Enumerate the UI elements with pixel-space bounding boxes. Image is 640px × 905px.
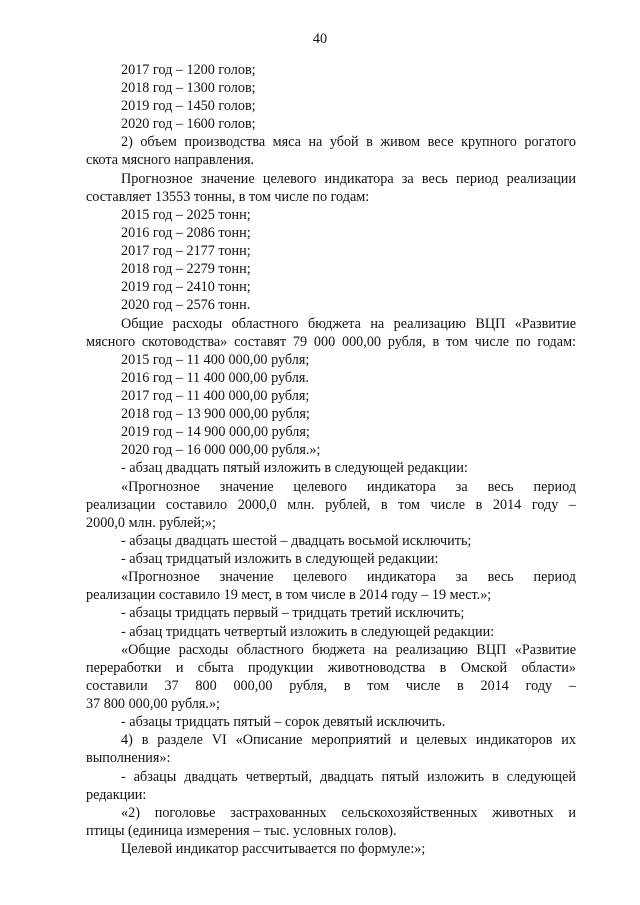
text-line: мясного скотоводства» составят 79 000 000,00 рубля, в том числе по годам: bbox=[86, 334, 576, 350]
text-line: «2) поголовье застрахованных сельскохозяйственных животных и bbox=[121, 805, 576, 821]
text-line: составляет 13553 тонны, в том числе по годам: bbox=[86, 189, 370, 205]
text-line: - абзац тридцатый изложить в следующей редакции: bbox=[121, 551, 439, 567]
text-line: 2015 год – 11 400 000,00 рубля; bbox=[121, 352, 310, 368]
text-line: Целевой индикатор рассчитывается по формуле:»; bbox=[121, 841, 426, 857]
text-line: 37 800 000,00 рубля.»; bbox=[86, 696, 220, 712]
text-line: 2) объем производства мяса на убой в живом весе крупного рогатого bbox=[121, 134, 576, 150]
text-line: - абзацы двадцать четвертый, двадцать пятый изложить в следующей bbox=[121, 769, 576, 785]
text-line: - абзацы тридцать первый – тридцать третий исключить; bbox=[121, 605, 465, 621]
text-line: редакции: bbox=[86, 787, 147, 803]
text-line: 2017 год – 11 400 000,00 рубля; bbox=[121, 388, 310, 404]
text-line: 2019 год – 14 900 000,00 рубля; bbox=[121, 424, 310, 440]
text-line: - абзацы тридцать пятый – сорок девятый исключить. bbox=[121, 714, 446, 730]
text-line: Прогнозное значение целевого индикатора за весь период реализации bbox=[121, 171, 576, 187]
text-line: 2017 год – 2177 тонн; bbox=[121, 243, 251, 259]
text-line: переработки и сбыта продукции животноводства в Омской области» bbox=[86, 660, 576, 676]
text-line: - абзацы двадцать шестой – двадцать восьмой исключить; bbox=[121, 533, 472, 549]
text-line: 2018 год – 13 900 000,00 рубля; bbox=[121, 406, 310, 422]
text-line: 2015 год – 2025 тонн; bbox=[121, 207, 251, 223]
text-line: 2019 год – 2410 тонн; bbox=[121, 279, 251, 295]
text-line: 2000,0 млн. рублей;»; bbox=[86, 515, 216, 531]
text-line: Общие расходы областного бюджета на реализацию ВЦП «Развитие bbox=[121, 316, 576, 332]
text-line: реализации составило 2000,0 млн. рублей, в том числе в 2014 году – bbox=[86, 497, 576, 513]
text-line: - абзац двадцать пятый изложить в следующей редакции: bbox=[121, 460, 468, 476]
text-line: 2020 год – 16 000 000,00 рубля.»; bbox=[121, 442, 321, 458]
text-line: 2019 год – 1450 голов; bbox=[121, 98, 256, 114]
text-line: - абзац тридцать четвертый изложить в следующей редакции: bbox=[121, 624, 495, 640]
text-line: «Прогнозное значение целевого индикатора за весь период bbox=[121, 569, 576, 585]
text-line: 2018 год – 2279 тонн; bbox=[121, 261, 251, 277]
text-line: составили 37 800 000,00 рубля, в том числе в 2014 году – bbox=[86, 678, 576, 694]
text-line: 2017 год – 1200 голов; bbox=[121, 62, 256, 78]
text-line: «Прогнозное значение целевого индикатора за весь период bbox=[121, 479, 576, 495]
text-line: птицы (единица измерения – тыс. условных голов). bbox=[86, 823, 397, 839]
text-line: «Общие расходы областного бюджета на реализацию ВЦП «Развитие bbox=[121, 642, 576, 658]
text-line: 2018 год – 1300 голов; bbox=[121, 80, 256, 96]
page-number: 40 bbox=[312, 31, 328, 47]
text-line: 2016 год – 11 400 000,00 рубля. bbox=[121, 370, 309, 386]
text-line: 2016 год – 2086 тонн; bbox=[121, 225, 251, 241]
text-line: скота мясного направления. bbox=[86, 152, 255, 168]
text-line: реализации составило 19 мест, в том числе в 2014 году – 19 мест.»; bbox=[86, 587, 492, 603]
text-line: выполнения»: bbox=[86, 750, 171, 766]
text-line: 2020 год – 2576 тонн. bbox=[121, 297, 251, 313]
text-line: 4) в разделе VI «Описание мероприятий и целевых индикаторов их bbox=[121, 732, 576, 748]
text-line: 2020 год – 1600 голов; bbox=[121, 116, 256, 132]
